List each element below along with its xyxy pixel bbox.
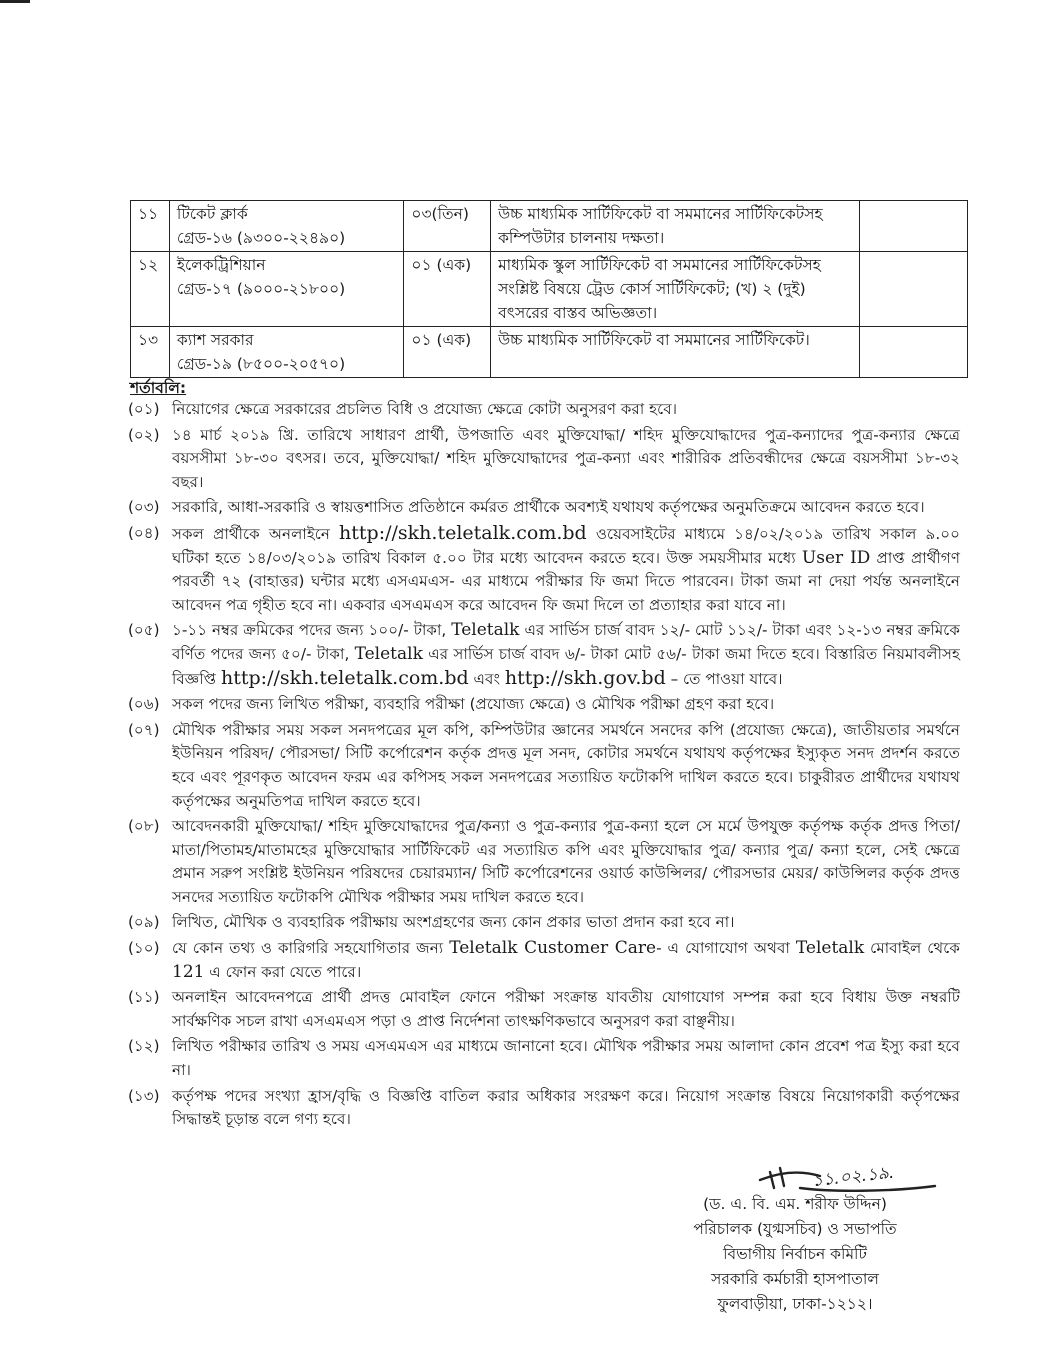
term-text [172, 522, 960, 617]
hospital-website-link[interactable]: http://skh.gov.bd [504, 666, 666, 689]
term-text-part: ওয়েবসাইটের মাধ্যমে ১৪/০২/২০১৯ তারিখ সকাল ৯.০০ ঘটিকা হতে ১৪/০৩/২০১৯ তারিখ বিকাল ৫.০০ টার মধ্যে আবেদন করতে হবে। উক্ত সময়সীমার মধ্যে [172, 524, 960, 567]
posts-table [130, 200, 968, 378]
term-number: (১২) [128, 1037, 160, 1056]
user-id-label: User ID [801, 547, 871, 568]
term-text-part: এবং [468, 669, 505, 688]
empty-cell [860, 252, 968, 327]
committee-name: বিভাগীয় নির্বাচন কমিটি [723, 1245, 867, 1263]
term-text-part: সকল প্রার্থীকে অনলাইনে [172, 524, 340, 543]
term-text-part: এর সার্ভিস চার্জ বাবদ ১২/- মোট ১১২/- টাকা এবং ১২-১৩ নম্বর ক্রমিকে বর্ণিত পদের জন্য ৫০/- টাকা, [172, 621, 960, 663]
term-number: (০৪) [128, 523, 160, 542]
serial-cell: ১২ [131, 252, 170, 327]
term-text: মৌখিক পরীক্ষার সময় সকল সনদপত্রের মূল কপি, কম্পিউটার জ্ঞানের সমর্থনে সনদের কপি (প্রযোজ্য ক্ষেত্রে), জাতীয়তার সমর্থনে ইউনিয়ন পরিষদ/ পৌরসভা/ সিটি কর্পোরেশন কর্তৃক প্রদত্ত মূল সনদ, কোটার সমর্থনে যথাযথ কর্তৃপক্ষের ইস্যুকৃত সনদ প্রদর্শন করতে হবে এবং পূরণকৃত আবেদন ফরম এর কপিসহ সকল সনদপত্রের সত্যায়িত ফটোকপি দাখিল করতে হবে। চাকুরীরত প্রার্থীদের যথাযথ কর্তৃপক্ষের অনুমতিপত্র দাখিল করতে হবে। [172, 720, 960, 810]
office-name: সরকারি কর্মচারী হাসপাতাল [711, 1270, 879, 1288]
term-text-part: - এ যোগাযোগ অথবা [656, 939, 796, 958]
qualification-cell: উচ্চ মাধ্যমিক সার্টিফিকেট বা সমমানের সার্টিফিকেটসহ কম্পিউটার চালনায় দক্ষতা। [491, 201, 860, 252]
term-text: নিয়োগের ক্ষেত্রে সরকারের প্রচলিত বিধি ও প্রযোজ্য ক্ষেত্রে কোটা অনুসরণ করা হবে। [172, 400, 678, 418]
term-text-part: এ ফোন করা যেতে পারে। [204, 962, 362, 981]
teletalk-website-link[interactable]: http://skh.teletalk.com.bd [221, 666, 469, 689]
empty-cell [860, 327, 968, 378]
quantity-cell: ০১ (এক) [404, 327, 491, 378]
term-item [128, 937, 960, 984]
term-text: আবেদনকারী মুক্তিযোদ্ধা/ শহিদ মুক্তিযোদ্ধাদের পুত্র/কন্যা ও পুত্র-কন্যার পুত্র-কন্যা হলে সে মর্মে উপযুক্ত কর্তৃপক্ষ কর্তৃক প্রদত্ত পিতা/মাতা/পিতামহ/মাতামহের মুক্তিযোদ্ধার সার্টিফিকেট এর সত্যায়িত কপি এবং মুক্তিযোদ্ধার পুত্র/ কন্যার পুত্র/ কন্যা হলে, সেই ক্ষেত্রে প্রমান সরুপ সংশ্লিষ্ট ইউনিয়ন পরিষদের চেয়ারম্যান/ সিটি কর্পোরেশনের ওয়ার্ড কাউন্সিলর/ পৌরসভার মেয়র/ কাউন্সিলর কর্তৃক প্রদত্ত সনদের সত্যায়িত ফটোকপি মৌখিক পরীক্ষার সময় দাখিল করতে হবে। [172, 817, 960, 906]
terms-list [128, 398, 960, 1134]
signature-block [640, 1192, 950, 1317]
application-website-link[interactable]: http://skh.teletalk.com.bd [339, 521, 587, 544]
term-number: (০২) [128, 425, 160, 444]
office-address: ফুলবাড়ীয়া, ঢাকা-১২১২। [717, 1295, 873, 1313]
table-row [131, 327, 968, 378]
term-item [128, 522, 960, 617]
serial-cell: ১৩ [131, 327, 170, 378]
term-number: (১৩) [128, 1086, 160, 1105]
scan-edge-mark [0, 0, 30, 3]
quantity-cell: ০১ (এক) [404, 252, 491, 327]
term-number: (০৫) [128, 621, 160, 640]
term-item [128, 1035, 960, 1082]
qualification-cell: উচ্চ মাধ্যমিক সার্টিফিকেট বা সমমানের সার্টিফিকেট। [491, 327, 860, 378]
signatory-designation: পরিচালক (যুগ্মসচিব) ও সভাপতি [693, 1220, 897, 1238]
term-number: (০৩) [128, 498, 160, 517]
serial-cell: ১১ [131, 201, 170, 252]
quantity-cell: ০৩(তিন) [404, 201, 491, 252]
term-text [172, 937, 960, 984]
term-item [128, 496, 960, 520]
term-text-part: – তে পাওয়া যাবে। [665, 669, 783, 688]
teletalk-label: Teletalk [451, 620, 520, 641]
teletalk-label: Teletalk [354, 643, 423, 664]
term-text [172, 619, 960, 691]
term-item [128, 424, 960, 495]
term-text: লিখিত পরীক্ষার তারিখ ও সময় এসএমএস এর মাধ্যমে জানানো হবে। মৌখিক পরীক্ষার সময় আলাদা কোন প্রবেশ পত্র ইস্যু করা হবে না। [172, 1037, 960, 1080]
term-item [128, 619, 960, 691]
term-text: ১৪ মার্চ ২০১৯ খ্রি. তারিখে সাধারণ প্রার্থী, উপজাতি এবং মুক্তিযোদ্ধা/ শহিদ মুক্তিযোদ্ধাদের পুত্র-কন্যাদের পুত্র-কন্যার ক্ষেত্রে বয়সসীমা ১৮-৩০ বৎসর। তবে, মুক্তিযোদ্ধা/ শহিদ মুক্তিযোদ্ধাদের পুত্র-কন্যা এবং শারীরিক প্রতিবন্ধীদের ক্ষেত্রে বয়সসীমা ১৮-৩২ বছর। [172, 425, 960, 491]
term-text: লিখিত, মৌখিক ও ব্যবহারিক পরীক্ষায় অংশগ্রহণের জন্য কোন প্রকার ভাতা প্রদান করা হবে না। [172, 913, 735, 932]
term-text-part: প্রাপ্ত প্রার্থীগণ পরবর্তী ৭২ (বাহাত্তর) ঘন্টার মধ্যে এসএমএস- এর মাধ্যমে পরীক্ষার ফি জমা দিতে পারবেন। টাকা জমা না দেয়া পর্যন্ত অনলাইনে আবেদন পত্র গৃহীত হবে না। একবার এসএমএস করে আবেদন ফি জমা দিলে তা প্রত্যাহার করা যাবে না। [172, 548, 960, 614]
post-cell [169, 201, 403, 252]
table-row [131, 201, 968, 252]
term-text-part: ১-১১ নম্বর ক্রমিকের পদের জন্য ১০০/- টাকা, [172, 621, 452, 640]
teletalk-label: Teletalk [795, 938, 865, 959]
post-grade: গ্রেড-১৯ (৮৫০০-২০৫৭০) [176, 355, 346, 373]
term-number: (০১) [128, 400, 160, 418]
term-number: (০৮) [128, 817, 160, 836]
term-text: অনলাইন আবেদনপত্রে প্রার্থী প্রদত্ত মোবাইল ফোনে পরীক্ষা সংক্রান্ত যাবতীয় যোগাযোগ সম্পন্ন করা হবে বিধায় উক্ত নম্বরটি সার্বক্ষণিক সচল রাখা এসএমএস পড়া ও প্রাপ্ত নির্দেশনা তাৎক্ষণিকভাবে অনুসরণ করা বাঞ্ছনীয়। [172, 988, 960, 1030]
post-title: ক্যাশ সরকার [176, 331, 254, 349]
term-text-part: মোবাইল থেকে [864, 939, 960, 958]
post-cell [169, 252, 403, 327]
table-row [131, 252, 968, 327]
term-item [128, 986, 960, 1033]
signature-date: ১১.০২.১৯. [811, 1162, 896, 1192]
term-number: (০৭) [128, 720, 160, 739]
term-number: (০৯) [128, 913, 160, 932]
post-grade: গ্রেড-১৬ (৯৩০০-২২৪৯০) [176, 229, 346, 247]
post-grade: গ্রেড-১৭ (৯০০০-২১৮০০) [176, 280, 346, 298]
qualification-cell: মাধ্যমিক স্কুল সার্টিফিকেট বা সমমানের সার্টিফিকেটসহ সংশ্লিষ্ট বিষয়ে ট্রেড কোর্স সার্টিফিকেট; (খ) ২ (দুই) বৎসরের বাস্তব অভিজ্ঞতা। [491, 252, 860, 327]
term-text-part: যে কোন তথ্য ও কারিগরি সহযোগিতার জন্য [172, 939, 450, 958]
helpline-number: 121 [172, 961, 205, 982]
term-item [128, 693, 960, 717]
empty-cell [860, 201, 968, 252]
term-number: (০৬) [128, 695, 160, 714]
term-number: (১০) [128, 939, 160, 958]
post-cell [169, 327, 403, 378]
term-text: সরকারি, আধা-সরকারি ও স্বায়ত্তশাসিত প্রতিষ্ঠানে কর্মরত প্রার্থীকে অবশ্যই যথাযথ কর্তৃপক্ষের অনুমতিক্রমে আবেদন করতে হবে। [172, 498, 925, 517]
term-text-part: এর সার্ভিস চার্জ বাবদ ৬/- টাকা মোট ৫৬/- টাকা জমা দিতে হবে। বিস্তারিত নিয়মাবলীসহ বিজ্ঞপ্তি [172, 644, 960, 688]
term-text: কর্তৃপক্ষ পদের সংখ্যা হ্রাস/বৃদ্ধি ও বিজ্ঞপ্তি বাতিল করার অধিকার সংরক্ষণ করে। নিয়োগ সংক্রান্ত বিষয়ে নিয়োগকারী কর্তৃপক্ষের সিদ্ধান্তই চূড়ান্ত বলে গণ্য হবে। [172, 1086, 960, 1129]
term-item [128, 1085, 960, 1132]
signatory-name: (ড. এ. বি. এম. শরীফ উদ্দিন) [703, 1195, 887, 1213]
post-title: টিকেট ক্লার্ক [176, 205, 248, 223]
terms-heading: শর্তাবলি: [130, 379, 187, 397]
term-text: সকল পদের জন্য লিখিত পরীক্ষা, ব্যবহারি পরীক্ষা (প্রযোজ্য ক্ষেত্রে) ও মৌখিক পরীক্ষা গ্রহণ করা হবে। [172, 695, 775, 714]
customer-care-label: Teletalk Customer Care [449, 938, 657, 959]
term-item [128, 719, 960, 813]
post-title: ইলেকট্রিশিয়ান [176, 256, 266, 274]
term-number: (১১) [128, 988, 160, 1007]
term-item [128, 911, 960, 935]
term-item [128, 398, 960, 422]
term-item [128, 815, 960, 909]
